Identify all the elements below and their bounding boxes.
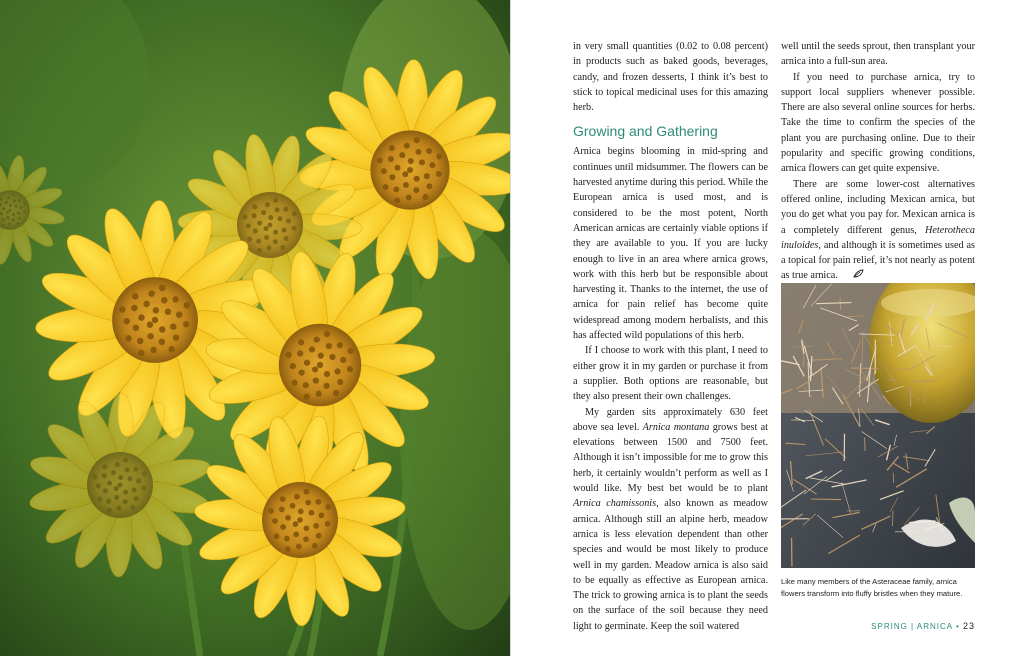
- species-name: Heterotheca inuloides: [781, 224, 975, 251]
- paragraph: well until the seeds sprout, then transplant your arnica into a full-sun area.: [781, 41, 975, 68]
- folio-chapter: ARNICA: [916, 622, 953, 631]
- text-column-left: [573, 39, 768, 634]
- dried-bristle: [840, 298, 841, 310]
- species-name: Arnica chamissonis: [573, 498, 657, 510]
- page-number: 23: [962, 621, 975, 631]
- paragraph: in very small quantities (0.02 to 0.08 percent) in products such as baked goods, beverages, candy, and frozen desserts, I think it’s best to stick to topical medicinal uses for this amazing herb.: [573, 41, 768, 114]
- paragraph: [781, 177, 975, 284]
- dried-bristle: [911, 381, 934, 382]
- folio-section: SPRING: [871, 622, 908, 631]
- text-run: , and although it is sometimes used as a topical for pain relief, it’s not nearly as potent as true arnica.: [781, 239, 975, 282]
- dried-arnica-illustration: [781, 283, 975, 568]
- dried-bristle: [851, 368, 879, 369]
- dried-bristle: [811, 499, 841, 500]
- species-name: Arnica montana: [642, 421, 710, 433]
- text-column-right: [781, 39, 975, 284]
- photo-caption: Like many members of the Asteraceae family, arnica flowers transform into fluffy bristles when they mature.: [781, 577, 963, 598]
- text-run: , also known as meadow arnica. Although still an alpine herb, meadow arnica is less elevation dependent than other species and would be most likely to produce well in my garden. Meadow arnica is also said to be equally as effective as European arnica. The trick to growing arnica is to plant the seeds on the surface of the soil because they need light to germinate. Keep the soil watered: [573, 498, 768, 632]
- folio-bullet: •: [955, 622, 960, 631]
- dried-arnica-photo: [781, 283, 975, 568]
- paragraph: If you need to purchase arnica, try to support local suppliers whenever possible. There are also several online sources for herbs. Take the time to confirm the species of the plant you are purchasing online. Due to their popularity and specific growing conditions, arnica flowers can get quite expensive.: [781, 71, 975, 175]
- leaf-end-mark-icon: [841, 268, 864, 283]
- section-heading: Growing and Gathering: [573, 123, 718, 140]
- page-gutter: [510, 0, 511, 656]
- text-run: There are some lower-cost alternatives offered online, including Mexican arnica, but you do get what you pay for. Mexican arnica is a completely different genus,: [781, 178, 975, 236]
- folio-separator: |: [911, 622, 915, 631]
- text-run: My garden sits approximately 630 feet above sea level.: [573, 406, 768, 433]
- dried-bristle: [865, 438, 866, 451]
- paragraph: If I choose to work with this plant, I need to either grow it in my garden or purchase it from a supplier. Both options are reasonable, but they also present their own challenges.: [573, 345, 768, 403]
- page-folio: [871, 621, 975, 631]
- paragraph: [573, 405, 768, 634]
- paragraph: Arnica begins blooming in mid-spring and continues until midsummer. The flowers can be harvested anytime during this period. While the European arnica is used most, and is considered to be the most potent, North American arnicas are certainly viable options if they are available to you. If you are lucky enough to live in an area where arnica grows, work with this herb but be responsible about harvesting it. Thanks to the internet, the use of arnica for pain relief has become quite widespread among modern herbalists, and this has affected wild populations of this herb.: [573, 146, 768, 342]
- text-run: grows best at elevations between 1500 and 7500 feet. Although it isn’t impossible for me to grow this herb, it certainly wouldn’t perform as well as I would like. My best bet would be to plant: [573, 421, 769, 495]
